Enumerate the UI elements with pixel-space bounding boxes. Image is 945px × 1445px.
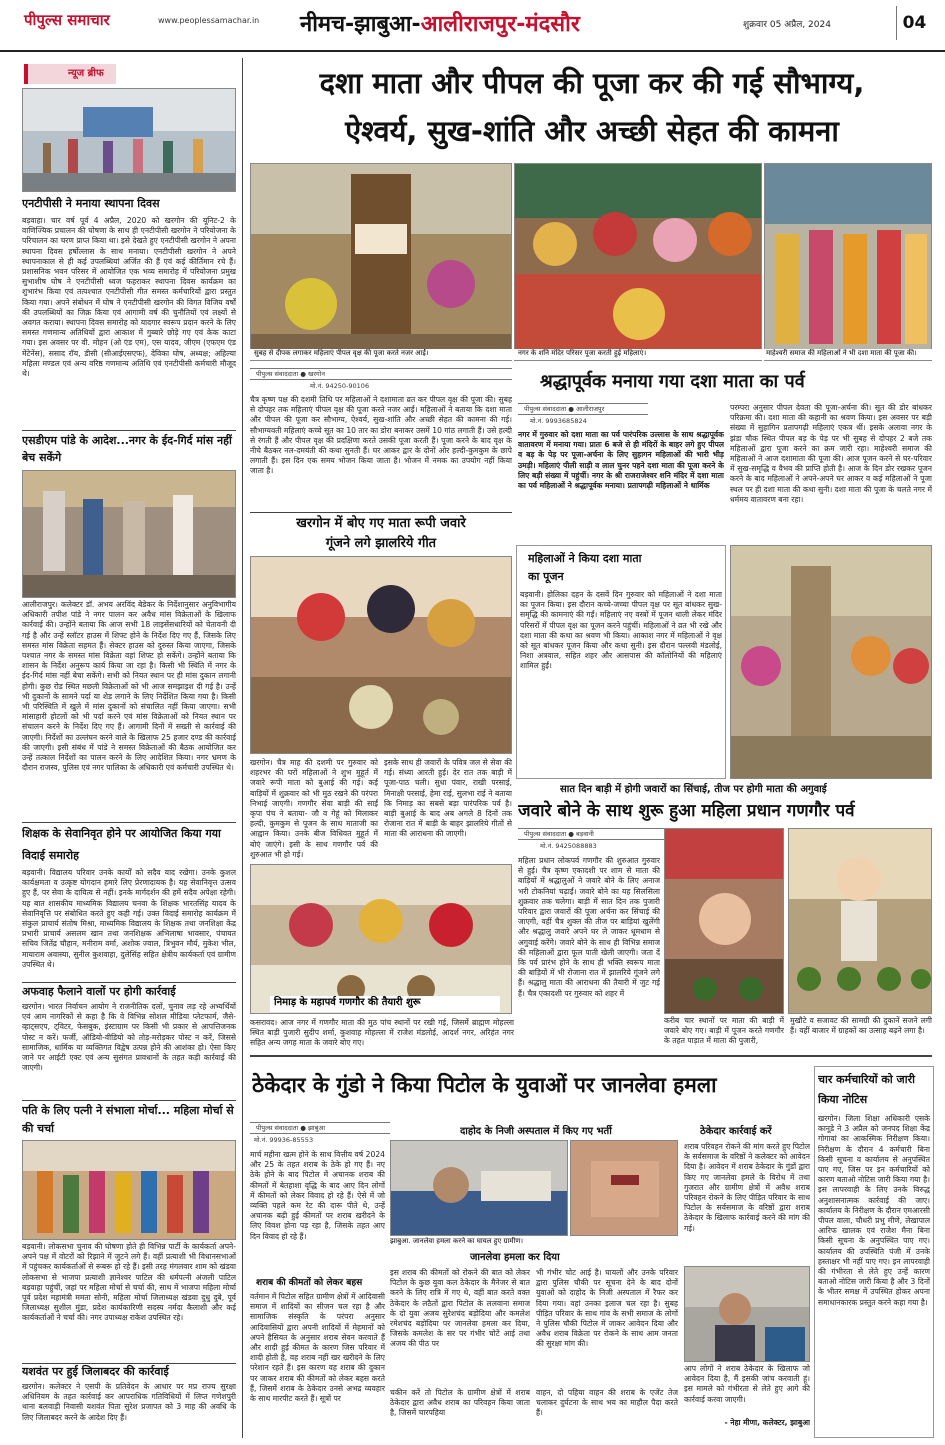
pujan-body: बड़वानी। होलिका दहन के दसवें दिन गुरुवार को महिलाओं ने दशा माता का पूजन किया। इस दौरान कच्चे-जच्चा पीपल वृक्ष पर सूत बांधकर सुख-समृद्धि की कामनाएं की गईं। महिलाएं नए वस्त्रों में पूजन थाली लेकर मंदिर परिसरों में पीपल वृक्ष का पूजन करने पहुंचीं। महिलाओं ने व्रत भी रखे और दशा माता की कथा का श्रवण भी किया। आकाश नगर में महिलाओं ने वृक्ष को सूत बांधकर पूजन किया और कथा सुनी। इस दौरान पल्लवी मंडलोई, निशा अत्रवाल, सहित शहर और आसपास की कॉलोनियों की महिलाएं शामिल हुईं। xyxy=(520,590,722,671)
action-body: शराब परिवहन रोकने की मांग करते हुए पिटोल के सर्वसमाज के वरिष्ठों ने कलेक्टर को आवेदन दिया है। आवेदन में शराब ठेकेदार के गुंडों द्वारा किए गए जानलेवा हमले के विरोध में तथा गुजरात और ग्रामीण क्षेत्रों में अवैध शराब परिवहन रोकने के लिए पीड़ित परिवार के साथ पिटोल के सर्वसमाज के वरिष्ठों द्वारा शराब ठेकेदार के खिलाफ कार्रवाई करने की मांग की गई। xyxy=(684,1142,810,1233)
ntpc-photo xyxy=(22,88,236,192)
notice-body: खरगोन। जिला शिक्षा अधिकारी एसके कानूडे ने 3 अप्रैल को जनपद शिक्षा केंद्र गोगावां का आकस्मिक निरीक्षण किया। निरीक्षण के दौरान 4 कर्मचारी बिना किसी सूचना व कार्यालय से अनुपस्थित पाए गए, जिस पर इन कर्मचारियों को कारण बताओ नोटिस जारी किया गया है। इस लापरवाही के लिए उनके विरुद्ध अनुशासनात्मक कार्रवाई की जाए। कार्यालय के निरीक्षण के दौरान एमआरसी पीपल वाला, चौधरी प्रभु मीणे, लेखापाल आरिफ खालक एवं राजेश मैना बिना किसी सूचना के अनुपस्थित पाए गए। कार्यालय की उपस्थिति पंजी में उनके हस्ताक्षर भी नहीं पाए गए। इन लापरवाही की गंभीरता से लेते हुए उन्हें कारण बताओ नोटिस जारी किया है और 3 दिनों के भीतर समक्ष में उपस्थित होकर अपना समाधानकारक प्रस्तुत करने कहा गया है। xyxy=(818,1114,930,1307)
photo-caption-1: सुबह से दीपक लगाकर महिलाएं पीपल वृक्ष की पूजा करते नजर आईं। xyxy=(250,349,512,360)
collector-photo xyxy=(684,1266,810,1362)
news-brief-tag xyxy=(24,64,116,84)
attack-body-3: इस शराब की कीमतों को रोकने की बात को लेकर पिटोल के कुछ युवा कल ठेकेदार के मैनेजर से बात करने के लिए रात्रि में गए थे, वहीं बात करते वक्त ठेकेदार के लठैतों द्वारा पिटोल के ललवाना समाज के दो युवा अजय सुरेशचंद बड़ोदिया और कमलेश रमेशचंद बड़ोदिया पर जानलेवा हमला कर दिया, जिसके कमलेश के सर पर गंभीर चोटें आई तथा अजय की पीठ पर xyxy=(390,1268,530,1349)
collector-quote: आप लोगों ने शराब ठेकेदार के खिलाफ जो आवेदन दिया है, मैं इसकी जांच करवाती हूं। इस मामले को गंभीरता से लेते हुए आगे की कार्रवाई करवा जाएगी। xyxy=(684,1364,810,1404)
section-title-prefix: नीमच-झाबुआ- xyxy=(300,12,421,37)
divider xyxy=(22,1100,236,1101)
khargone-headline-1: खरगोन में बोए गए माता रूपी जवारे xyxy=(296,516,466,531)
attack-body-1: मार्च महीना खत्म होने के साथ वित्तीय वर्ष 2024 और 25 के तहत शराब के ठेके हो गए हैं। नए ठेके होने के बाद पिटोल में अचानक शराब की कीमतों में बेतहाशा वृद्धि के बाद आए दिन लोगों में कीमतों को लेकर विवाद हो रहे हैं। ऐसे में जो व्यक्ति पहले कम रेट की दारू पीते थे, उन्हें अचानक बढ़ी हुई कीमतों पर शराब खरीदने के लिए विवश होना पड़ रहा है, जिसके तहत आए दिन विवाद हो रहे हैं। xyxy=(250,1150,385,1241)
peepal-story-body: चैत्र कृष्ण पक्ष की दशमी तिथि पर महिलाओं ने दशामाता व्रत कर पीपल वृक्ष की पूजा की। सुबह से दोपहर तक महिलाएं पीपल वृक्ष की पूजा करते नजर आईं। महिलाओं ने बताया कि दशा माता और पीपल की पूजा कर सौभाग्य, ऐश्वर्य, सुख-शांति और अच्छी सेहत की कामना की गई। सौभाग्यवती महिलाएं कच्चे सूत का 10 तार का डोरा बनाकर उसमें 10 गांठ लगाती हैं। उसे हल्दी से रंगती हैं और पीपल वृक्ष की प्रदक्षिणा करते उसकी पूजा करती हैं। पूजा करने के बाद वृक्ष के नीचे बैठकर नल-दमयंती की कथा सुनती हैं। घर आकर द्वार के दोनों ओर हल्दी-कुमकुम के छापे लगाती हैं। इस दिन एक समय भोजन किया जाता है। भोजन में नमक का उपयोग नहीं किया जाता है। xyxy=(250,395,512,476)
gangaur-photo-caption-1: करीब चार स्थानों पर माता की बाड़ी में जवारे बोए गए। बाड़ी में पूजन करते गणगौर के तहत पाड़ात में माता की पुजारी, xyxy=(664,1016,784,1046)
barwani-pujan-photo xyxy=(730,545,932,779)
attack-subhead: जानलेवा हमला कर दिया xyxy=(470,1252,560,1263)
hospital-subhead: दाहोद के निजी अस्पताल में किए गए भर्ती xyxy=(460,1126,612,1137)
brief-headline-2: एसडीएम पांडे के आदेश...नगर के ईद-गिर्द मांस नहीं बेच सकेंगे xyxy=(22,434,232,464)
newspaper-logo: पीपुल्स समाचार xyxy=(24,11,110,29)
nimad-body: कसरावद। आज नगर में गणगौर माता की मुठ पांच स्थानों पर रखी गई, जिसमें ब्राह्मण मोहल्ला स्थित बाड़ी पुजारी सुदीप शर्मा, कुशवाह मोहल्ला में राजेश मंडलोई, आदर्श नगर, अरिहंत नगर सहित अन्य जगह माता के जवारे बोए गए। xyxy=(250,1018,514,1048)
divider xyxy=(22,982,236,983)
divider xyxy=(250,512,512,513)
gangaur-photo-caption-2: मुखौटे व सजावट की सामग्री की दुकानें सजने लगी हैं। वहीं बाजार में ग्राहकों का उत्साह बढ़ने लगा है। xyxy=(790,1016,932,1036)
page-number: 04 xyxy=(896,6,932,40)
injury-photo xyxy=(570,1140,678,1236)
brief-headline-1: एनटीपीसी ने मनाया स्थापना दिवस xyxy=(22,197,160,210)
mahila-morcha-photo xyxy=(22,1140,236,1240)
nimad-gangaur-caption: निमाड़ के महापर्व गणगौर की तैयारी शुरू xyxy=(270,996,500,1012)
main-headline-line-1: दशा माता और पीपल की पूजा कर की गई सौभाग्य, xyxy=(319,66,865,100)
mobile-number: मो.नं. 99936-85553 xyxy=(254,1136,314,1144)
attack-body-5: चकीन करें तो पिटोल के ग्रामीण क्षेत्रों में शराब ठेकेदार द्वारा अवैध शराब का परिवहन किया जाता है, जिसमें चारपहिया xyxy=(390,1388,530,1418)
shraddha-body-1: नगर में गुरुवार को दशा माता का पर्व पारंपरिक उल्लास के साथ श्रद्धापूर्वक वातावरण में मनाया गया। प्रातः 6 बजे से ही मंदिरों के बाहर लगे हुए पीपल व बड़ के पेड़ पर पूजा-अर्चना के लिए सुहागन महिलाओं की भारी भीड़ उमड़ी। महिलाएं पीली साड़ी व लाल चुनर पहने दशा माता की पूजा करने के लिए बड़ी संख्या में पहुंचीं। नगर के श्री राजराजेश्वर शनि मंदिर में दशा माता का पर्व महिलाओं ने श्रद्धापूर्वक मनाया। प्रतापगढ़ी महिलाओं ने धार्मिक xyxy=(518,430,724,491)
hospital-patient-photo xyxy=(390,1140,568,1236)
brief-headline-6: यशवंत पर हुई जिलाबदर की कार्रवाई xyxy=(22,1365,169,1378)
brief-body-3: बड़वानी। विद्यालय परिवार उनके कार्यों को सदैव याद रखेगा। उनके कुशल कार्यक्षमता व उत्कृष्ट योगदान हमारे लिए प्रेरणादायक है। यह सेवानिवृत्त उत्सव हुए हैं, पर सेवा के दायित्व से नहीं। इनके मार्गदर्शन की हमें सदैव अपेक्षा रहेगी। यह बात शासकीय माध्यमिक विद्यालय चनवा के शिक्षक भारतसिंह यादव के सेवानिवृत्ति पर संबोधित करते हुए कही गई। उक्त विदाई समारोह कार्यक्रम में संकुल प्राचार्य संतोष मिश्रा, माध्यमिक विद्यालय के शिक्षक तथा जनशिक्षा केंद्र प्रभारी प्राचार्य असलम खान तथा जनशिक्षक अभिलाषा भावसार, पंचायत सचिव जितेंद्र चौहान, मनीराम वर्मा, अशोक ज्वाल, त्रिभुवन मौर्य, मुकेश भील, मायाराम अवास्या, सुनील कुशवाहा, दुलेसिंह सहित क्षेत्रीय कार्यकर्ता एवं ग्रामीण उपस्थित थे। xyxy=(22,868,236,969)
khargone-body-1: खरगोन। चैत्र माह की दशमी पर गुरुवार को शहरभर की घरों महिलाओं ने शुभ मुहूर्त में जवारे रूपी माता को बुआई की गई। कई बाड़ियों में शुक्रवार को भी मुठ रखने की परंपरा निभाई जाएगी। गणगौर सेवा बाड़ी की साईं कृपा पंच ने बताया- जौ व गेहूं को मिलाकर हल्दी, कुमकुम से पूजन के साथ माताजी का आह्वान किया। उनके बीज विधिवत मुहूर्त में बोएं जाएंगे। इसी के साथ गणगौर पर्व की शुरुआत भी हो गई। xyxy=(250,758,378,859)
hospital-caption: झाबुआ. जानलेवा हमला करने का घायल हुए ग्रामीण। xyxy=(390,1237,678,1247)
meat-shop-photo xyxy=(22,470,236,598)
photo-caption-2: नगर के शनि मंदिर परिसर पूजा करती हुई महिलाएं। xyxy=(514,349,762,360)
website-url: www.peoplessamachar.in xyxy=(158,16,260,25)
attack-body-4: भी गंभीर चोट आई है। घायलों और उनके परिवार द्वारा पुलिस चौकी पर सूचना देने के बाद दोनों युवाओं को दाहोद के निजी अस्पताल में रैफर कर दिया गया। वहां उनका इलाज चल रहा है। सुबह पीड़ित परिवार के साथ गांव के सभी समाज के लोगों ने पुलिस चौकी पिटोल में जाकर आवेदन दिया और अवैध शराब विक्रेता पर रोकने के साथ आम जनता की सुरक्षा मांग की। xyxy=(536,1268,678,1349)
brief-headline-3: शिक्षक के सेवानिवृत होने पर आयोजित किया गया विदाई समारोह xyxy=(22,827,221,862)
khargone-headline-2: गूंजने लगे झालरिये गीत xyxy=(325,536,437,551)
action-subhead: ठेकेदार कार्रवाई करें xyxy=(700,1126,772,1137)
peepal-puja-photo xyxy=(250,163,512,361)
issue-date: शुक्रवार 05 अप्रैल, 2024 xyxy=(743,20,831,30)
byline-jhabua: पीपुल्स संवाददाता ● झाबुआ xyxy=(250,1122,390,1134)
gangaur-body: महिला प्रधान लोकपर्व गणगौर की शुरुआत गुरुवार से हुई। चैत्र कृष्ण एकादशी पर शाम से माता की बाड़ियों में श्रद्धालुओं ने जवारे बोने के लिए अनाज भरी टोकनियां चढ़ाईं। जवारे बोने का यह सिलसिला शुक्रवार तक चलेगा। बाड़ी में सात दिन तक पुजारी परिवार द्वारा जवारों की पूजा अर्चना कर सिंचाई की जाएगी, वहीं चैत्र शुक्ल की तीज पर बाड़ियां खुलेंगी और श्रद्धालु जवारे अपने घर ले जाकर धूमधाम से अगुवाई करेंगे। जवारे बोने के साथ ही विभिन्न समाज की महिलाओं द्वारा फूल पाती खेली जाएगी। जता दें कि पर्व प्रारंभ होने के साथ ही भक्ति स्वरूप माता की बाड़ियों में भी रोजाना रात में झालरिये गूंजने लगे हैं। श्रद्धालु माता की आराधना की तैयारी में जुट गई हैं। चैत्र एकादशी पर गुरुवार को शहर में xyxy=(518,856,660,998)
gangaur-headline: जवारे बोने के साथ शुरू हुआ महिला प्रधान गणगौर पर्व xyxy=(518,801,855,821)
brief-body-4: खरगोन। भारत निर्वाचन आयोग ने राजनीतिक दलों, चुनाव लड़ रहे अभ्यर्थियों एवं आम नागरिकों से कहा है कि वे विभिन्न सोशल मीडिया प्लेटफार्म, जैसे- व्हाट्सएप, ट्विटर, फेसबुक, इंस्टाग्राम पर किसी भी प्रकार से आपत्तिजनक पोस्ट न करें। फर्जी, ऑडियो-वीडियो को तोड़-मरोड़कर पोस्ट न करें, जिससे सामाजिक, धार्मिक या व्यक्तिगत विद्वेष उत्पन्न होने की आशंका हो। ऐसा किए जाने पर आईटी एक्ट एवं अन्य सुसंगत प्रावधानों के तहत कड़ी कार्रवाई की जाएगी। xyxy=(22,1002,236,1073)
brief-headline-4: अफवाह फैलाने वालों पर होगी कार्रवाई xyxy=(22,985,176,998)
masthead xyxy=(0,0,945,52)
attack-headline: ठेकेदार के गुंडो ने किया पिटोल के युवाओं पर जानलेवा हमला xyxy=(252,1073,717,1097)
brief-headline-5: पति के लिए पत्नी ने संभाला मोर्चा... महिला मोर्चा से की चर्चा xyxy=(22,1104,234,1135)
mobile-number: मो.नं. 9425088883 xyxy=(540,842,597,850)
gangaur-shop-photo xyxy=(788,828,932,1014)
brief-body-2: आलीराजपुर। कलेक्टर डॉ. अभय अरविंद बेडेकर के निर्देशानुसार अनुविभागीय अधिकारी तपीश पांडे ने नगर पालन कर अवैध मांस विक्रेताओं के खिलाफ कार्रवाई की। उन्होंने बताया कि आज सभी 18 लाइसेंसधारियों को चेतावनी दी गई है और उन्हें स्लॉटर हाउस में शिफ्ट होने के निर्देश दिए गए हैं, जिसके लिए समस्त मांस विक्रेता सहमत हैं। सेक्टर हाउस को दुरुस्त किया जाएगा, जिसके पश्चात नगर के समस्त मांस विक्रेता वहां शिफ्ट हो सकेंगे। उन्होंने बताया कि शासन के निर्देश अनुरूप कार्य किया जा रहा है। किसी भी स्थिति में नगर के ईद-गिर्द मांस नहीं बेचा सकेंगे। सभी को नियत स्थान पर ही मांस दुकान लगानी होगी। कुछ रोड स्थित मछली विक्रेताओं को भी आज समझाइश दी गई है। उन्हें भी दुकानों के सामने पर्दा या शेड लगाने के लिए निर्देशित किया गया है। किसी भी परिस्थिति में खुले में मांस दुकानों को संचालित नहीं किया जाएगा। सभी मांसाहारी होटलों को भी पर्दा करने एवं मांस विक्रेताओं को नियत स्थान पर संचालन करने के निर्देश दिए गए हैं। आगामी दिनों में सख्ती से कार्रवाई की जाएगी। निर्देशों का उल्लंघन करने वाले के खिलाफ 25 हजार दण्ड की कार्रवाई की जाएगी। इसी संबंध में पांडे ने समस्त विक्रेताओं की बैठक आयोजित कर उन्हें तत्काल निर्देशों का पालन करने के लिए आदेशित किया। नगर भ्रमण के दौरान राजस्व, पुलिस एवं नगर पालिका के अधिकारी एवं कर्मचारी उपस्थित थे। xyxy=(22,600,236,773)
photo-caption-3: माहेश्वरी समाज की महिलाओं ने भी दशा माता की पूजा की। xyxy=(764,349,932,360)
brief-body-6: खरगोन। कलेक्टर ने एसपी के प्रतिवेदन के आधार पर मप्र राज्य सुरक्षा अधिनियम के तहत कार्रवाई कर आपराधिक गतिविधियों में लिप्त गणेशपुरी थाना बलवाड़ी निवासी यशवंत पिता सुरेश प्रजापत को 3 माह की अवधि के लिए जिलाबदर करने के आदेश दिए हैं। xyxy=(22,1382,236,1422)
divider xyxy=(22,430,236,431)
jaware-baadi-photo xyxy=(664,828,784,1014)
byline-barwani: पीपुल्स संवाददाता ● बड़वानी xyxy=(518,828,668,840)
collector-quote-attribution: - नेहा मीणा, कलेक्टर, झाबुआ xyxy=(724,1418,810,1427)
byline-khargone: पीपुल्स संवाददाता ● खरगोन xyxy=(250,368,512,380)
pujan-headline: महिलाओं ने किया दशा माता का पूजन xyxy=(528,550,648,586)
attack-body-2: वर्तमान में पिटोल सहित ग्रामीण क्षेत्रों में आदिवासी समाज में शादियों का सीजन चल रहा है और सामाजिक संस्कृति के परंपरा अनुसार आदिवासियों द्वारा अपनी शादियों में मेहमानों को अपने हैसियत के अनुसार शराब सेवन करवाते हैं और शादी हुई कीमत के कारण जिस परिवार में शादी होती है, वह शराब नहीं खर खरीदने के लिए परेशान रहते हैं। इस कारण वह शराब की दुकान पर जाकर शराब की कीमतों को लेकर बहस करते हैं, जिसमें शराब के ठेकेदार उनसे अभद्र व्यवहार के साथ मारपीट करते हैं। सूत्रों पर xyxy=(250,1292,385,1404)
shraddha-body-2: परम्परा अनुसार पीपल देवता की पूजा-अर्चना की। सूत की डोर बांधकर परिक्रमा की। दशा माता की कहानी का श्रवण किया। इस अवसर पर बड़ी संख्या में सुहागिन प्रतापगढ़ी महिलाएं एकत्र थीं। इसके अलावा नगर के झंडा चौक स्थित पीपल बड़ के पेड़ पर भी सुबह से दोपहर 2 बजे तक महिलाओं द्वारा पूजा करने का क्रम जारी रहा। माहेश्वरी समाज की महिलाओं ने आज दशामाता की पूजा की। आज पूजन करने से घर-परिवार में सुख-समृद्धि व वैभव की प्राप्ति होती है। आज के दिन डोर रखकर पूजन करने के बाद महिलाओं ने अपने-अपने घर आकर व कई महिलाओं ने पूजा स्थल पर ही दशा माता की कथा सुनी। दशा माता की पूजा के चलते नगर में धर्ममय वातावरण बना रहा। xyxy=(730,403,932,504)
mobile-number: मो.नं. 9993685824 xyxy=(530,417,587,425)
jaware-sowing-photo xyxy=(250,556,512,754)
maheshwari-puja-photo xyxy=(764,163,932,361)
khargone-body-2: इसके साथ ही जवारों के पवित्र जल से सेवा की गई। संध्या आरती हुई। देर रात तक बाड़ी में पूजा-पाठ चली। सुधा पंवार, राखी परसाई, मिनाक्षी परसाई, हेमा राई, सुलभा राई ने बताया कि निमाड़ का सबसे बड़ा पारंपरिक पर्व है। बाड़ी बुआई के बाद अब अगले 8 दिनों तक रोजाना रात में बाड़ी के बाहर झालरिये गीतों से माता की आराधना की जाएगी। xyxy=(384,758,512,839)
column-rule xyxy=(242,58,243,1438)
brief-body-1: बड़वाहा। चार वर्ष पूर्व 4 अप्रैल, 2020 को खरगोन की यूनिट-2 के वाणिज्यिक प्रचालन की घोषणा के साथ ही एनटीपीसी खरगोन ने परियोजना के परिचालन का चरण प्राप्त किया था। इसे देखते हुए एनटीपीसी खरगोन ने अपना स्थापना दिवस हर्षोल्लास के साथ मनाया। एनटीपीसी खरगोन ने अपने स्थापनाकाल से ही कई उपलब्धियां अर्जित की हैं एवं कई कीर्तिमान रचे हैं। प्रशासनिक भवन परिसर में आयोजित एक भव्य समारोह में परियोजना प्रमुख सुभाशीष घोष ने एनटीपीसी ध्वज फहराकर स्थापना दिवस कार्यक्रम का शुभारंभ किया एवं तत्पश्चात एनटीपीसी गीत समस्त कर्मचारियों द्वारा प्रस्तुत किया गया। अपने संबोधन में घोष ने एनटीपीसी खरगोन की विगत विजिय वर्षों की उपलब्धियों का जिक्र किया एवं आगामी वर्ष की चुनौतियों एवं लक्ष्यों से अवगत कराया। स्थापना दिवस समारोह को यादगार स्वरूप प्रदान करने के लिए समस्त गणमान्य अतिथियों द्वारा आकाश में गुब्बारे छोड़े गए एवं केक काटा गया। इस अवसर पर वी. मोहन (ओ एंड एम), एस यादव, जीएम (एफएम एंड मेंटेनेंस), ससाद रॉय, डीसी (सीआईएसएफ), देविका घोष, अध्यक्ष; अहिल्या महिला मण्डल एवं अन्य वरिष्ठ गणमान्य अतिथि एवं एनटीपीसी कर्मचारी मौजूद थे। xyxy=(22,216,236,379)
shraddha-headline: श्रद्धापूर्वक मनाया गया दशा माता का पर्व xyxy=(540,371,805,392)
temple-puja-photo xyxy=(514,163,762,361)
main-headline-line-2: ऐश्वर्य, सुख-शांति और अच्छी सेहत की कामना xyxy=(345,114,839,148)
mobile-number: मो.नं. 94250-90106 xyxy=(310,382,370,390)
brief-body-5: बड़वानी। लोकसभा चुनाव की घोषणा होते ही विभिन्न पार्टी के कार्यकर्ता अपने-अपने पक्ष में वोटरों को रिझाने में जुटने लगे हैं। वहीं प्रत्याशी भी विधानसभाओं में पहुंचकर कार्यकर्ताओं से रूबरू हो रहे हैं। इसी तरह मंगलवार शाम को खंडवा लोकसभा से भाजपा प्रत्याशी ज्ञानेश्वर पाटिल की धर्मपत्नी अंजली पाटिल बड़वाहा पहुंचीं, जहां पर महिला मोर्चा से चर्चा की, साथ में भाजपा महिला मोर्चा पूर्व प्रदेश महामंत्री ममता सोनी, महिला मोर्चा जिलाध्यक्ष खंडवा दुधु दुबे, पूर्व जिलाध्यक्ष सुशील मुंडा, प्रदेश कार्यकारिणी सदस्य नर्मदा कैलाशी और कई कार्यकर्ताओं ने चर्चा की। नगर उपाध्यक्ष राकेश उपस्थित रहे। xyxy=(22,1242,236,1323)
section-title-accent: आलीराजपुर-मंदसौर xyxy=(420,12,580,37)
attack-body-6: वाहन, दो पहिया वाहन की शराब के एजेंट तेज चलाकर दुर्घटना के साथ भय का माहौल पैदा करते हैं। xyxy=(536,1388,678,1418)
byline-alirajpur: पीपुल्स संवाददाता ● आलीराजपुर xyxy=(518,403,648,415)
gangaur-tagline: सात दिन बाड़ी में होगी जवारों का सिंचाई, तीज पर होगी माता की अगुवाई xyxy=(560,784,827,795)
gangaur-preparation-photo xyxy=(250,864,512,1014)
liquor-price-subhead: शराब की कीमतों को लेकर बहस xyxy=(256,1278,363,1288)
section-title xyxy=(300,8,580,38)
divider xyxy=(250,1055,932,1057)
notice-headline: चार कर्मचारियों को जारी किया नोटिस xyxy=(818,1073,915,1106)
news-brief-label: न्यूज ब्रीफ xyxy=(68,68,104,79)
